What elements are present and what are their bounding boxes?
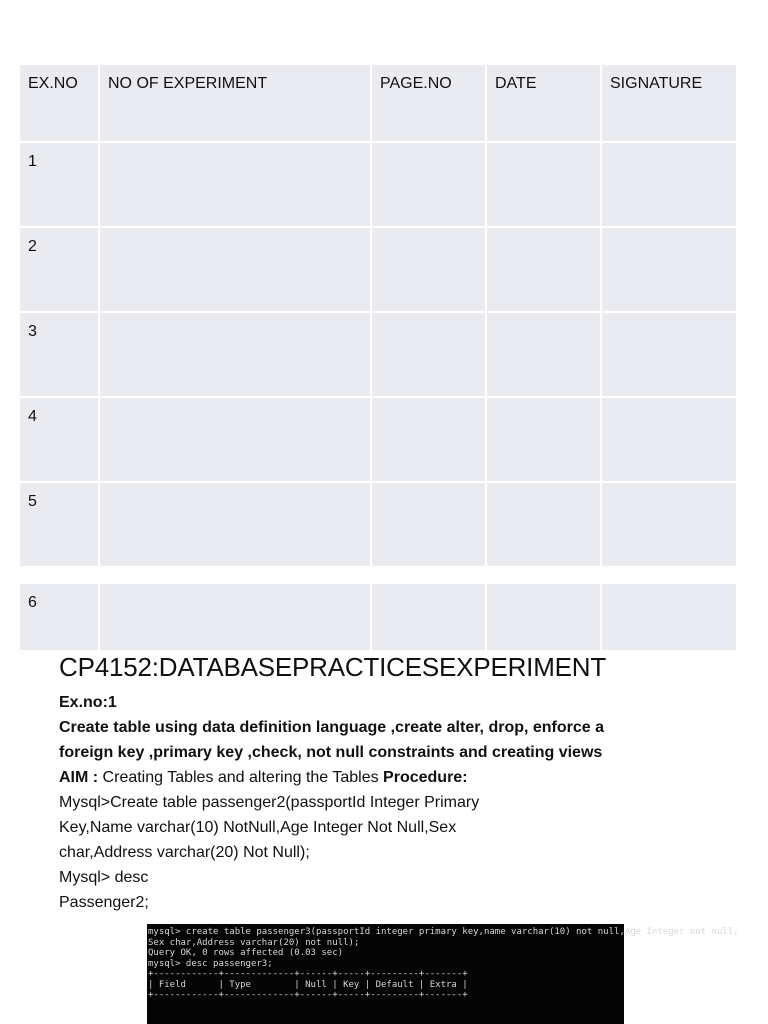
header-exno: EX.NO (28, 75, 78, 92)
row-pageno-cell (371, 312, 486, 397)
terminal-screenshot (147, 924, 739, 1024)
row-exno: 4 (20, 397, 99, 482)
procedure-line: char,Address varchar(20) Not Null); (59, 844, 310, 861)
table-header-row (20, 65, 736, 142)
row-signature-cell (601, 397, 736, 482)
table-row (20, 584, 736, 650)
row-exno: 1 (20, 142, 99, 227)
row-pageno-cell (371, 227, 486, 312)
experiment-heading: Create table using data definition language ,create alter, drop, enforce a foreign key ,primary key ,check, not null constraints and creating views (59, 719, 605, 761)
row-signature-cell (601, 312, 736, 397)
table-row (20, 482, 736, 566)
row-date-cell (486, 584, 601, 650)
row-experiment-cell (99, 397, 371, 482)
row-pageno-cell (371, 584, 486, 650)
terminal-line: +------------+-------------+------+-----+---------+-------+ (148, 990, 468, 1000)
row-signature-cell (601, 482, 736, 566)
terminal-line: mysql> create table passenger3(passportId integer primary key,name varchar(10) not null,Age Integer not null, (148, 927, 739, 937)
header-date: DATE (486, 65, 601, 142)
aim-paragraph (59, 765, 659, 790)
row-signature-cell (601, 227, 736, 312)
experiment-number: Ex.no:1 (59, 694, 117, 711)
table-row (20, 312, 736, 397)
header-experiment: NO OF EXPERIMENT (99, 65, 371, 142)
row-experiment-cell (99, 482, 371, 566)
terminal-line: Query OK, 0 rows affected (0.03 sec) (148, 948, 344, 958)
terminal-line: Sex char,Address varchar(20) not null); (148, 937, 360, 948)
row-exno: 3 (20, 312, 99, 397)
document-body (59, 690, 659, 915)
table-row (20, 397, 736, 482)
row-exno: 6 (28, 594, 37, 611)
aim-text: Creating Tables and altering the Tables (98, 769, 384, 786)
experiment-index-table-continued (20, 584, 736, 650)
table-row (20, 227, 736, 312)
procedure-line: Mysql>Create table passenger2(passportId Integer Primary (59, 794, 480, 811)
aim-label: AIM : (59, 769, 99, 786)
row-experiment-cell (99, 312, 371, 397)
procedure-line: Key,Name varchar(10) NotNull,Age Integer Not Null,Sex (59, 819, 457, 836)
header-pageno: PAGE.NO (371, 65, 486, 142)
terminal-line: +------------+-------------+------+-----+---------+-------+ (148, 969, 468, 979)
row-exno: 2 (20, 227, 99, 312)
row-pageno-cell (371, 142, 486, 227)
row-signature-cell (601, 142, 736, 227)
row-experiment-cell (99, 142, 371, 227)
row-date-cell (486, 142, 601, 227)
terminal-line: | Field | Type | Null | Key | Default | Extra | (148, 979, 468, 990)
row-pageno-cell (371, 397, 486, 482)
terminal-line: mysql> desc passenger3; (148, 958, 273, 969)
header-signature: SIGNATURE (601, 65, 736, 142)
procedure-label: Procedure: (383, 769, 468, 786)
row-date-cell (486, 397, 601, 482)
procedure-line: Passenger2; (59, 894, 149, 911)
document-title: CP4152:DATABASEPRACTICESEXPERIMENT (59, 652, 607, 682)
row-date-cell (486, 312, 601, 397)
row-date-cell (486, 227, 601, 312)
experiment-index-table (20, 65, 736, 566)
row-date-cell (486, 482, 601, 566)
row-experiment-cell (99, 227, 371, 312)
procedure-line: Mysql> desc (59, 869, 149, 886)
row-exno: 5 (20, 482, 99, 566)
row-experiment-cell (99, 584, 371, 650)
row-pageno-cell (371, 482, 486, 566)
table-row (20, 142, 736, 227)
row-signature-cell (601, 584, 736, 650)
